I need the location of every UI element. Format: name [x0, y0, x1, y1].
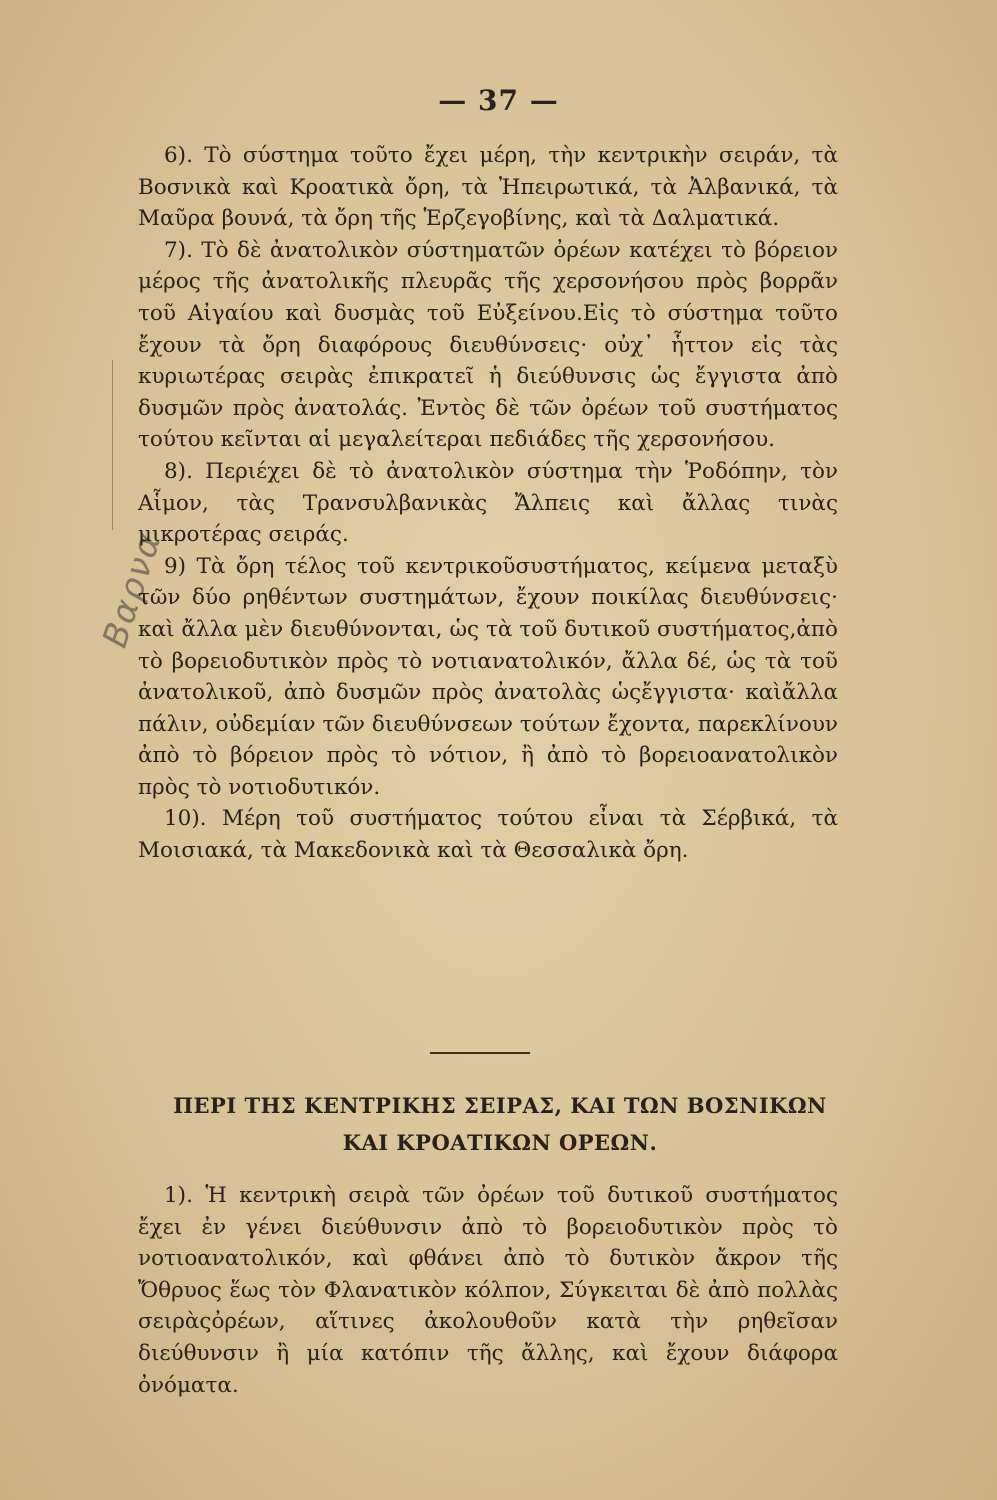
paragraph-10: 10). Μέρη τοῦ συστήματος τούτου εἶναι τὰ Σέρβικά, τὰ Μοισιακά, τὰ Μακεδονικὰ καὶ τὰ Θεσσαλικὰ ὄρη. — [138, 806, 838, 864]
paragraph-8: 8). Περιέχει δὲ τὸ ἀνατολικὸν σύστημα τὴν Ῥοδόπην, τὸν Αἷμον, τὰς Τρανσυλβανικὰς Ἄλπεις καὶ ἄλλας τινὰς μικροτέρας σειράς. — [138, 458, 838, 548]
section-heading-line-1: ΠΕΡΙ ΤΗΣ ΚΕΝΤΡΙΚΗΣ ΣΕΙΡΑΣ, ΚΑΙ ΤΩΝ ΒΟΣΝΙΚΩΝ — [173, 1093, 827, 1118]
body-text-bottom — [138, 1180, 838, 1401]
handwritten-margin-note: Βαρνα — [95, 527, 170, 653]
paragraph-1: 1). Ἡ κεντρικὴ σειρὰ τῶν ὀρέων τοῦ δυτικοῦ συστήματος ἔχει ἐν γένει διεύθυνσιν ἀπὸ τὸ βορειοδυτικὸν πρὸς τὸ νοτιοανατολικόν, καὶ φθάνει ἀπὸ τὸ δυτικὸν ἄκρον τῆς Ὄθρυος ἕως τὸν Φλανατικὸν κόλπον, Σύγκειται δὲ ἀπὸ πολλὰς σειρὰςὀρέων, αἵτινες ἀκολουθοῦν κατὰ τὴν ρηθεῖσαν διεύθυνσιν ἢ μία κατόπιν τῆς ἄλλης, καὶ ἔχουν διάφορα ὀνόματα. — [138, 1183, 838, 1398]
paragraph-9: 9) Τὰ ὄρη τέλος τοῦ κεντρικοῦσυστήματος, κείμενα μεταξὺ τῶν δύο ρηθέντων συστημάτων, ἔχουν ποικίλας διευθύνσεις· καὶ ἄλλα μὲν διευθύνονται, ὡς τὰ τοῦ δυτικοῦ συστήματος,ἀπὸ τὸ βορειοδυτικὸν πρὸς τὸ νοτιανατολικόν, ἄλλα δέ, ὡς τὰ τοῦ ἀνατολικοῦ, ἀπὸ δυσμῶν πρὸς ἀνατολὰς ὡςἔγγιστα· καὶἄλλα πάλιν, οὐδεμίαν τῶν διευθύνσεων τούτων ἔχοντα, παρεκλίνουν ἀπὸ τὸ βόρειον πρὸς τὸ νότιον, ἢ ἀπὸ τὸ βορειοανατολικὸν πρὸς τὸ νοτιοδυτικόν. — [138, 553, 838, 800]
paragraph-6: 6). Τὸ σύστημα τοῦτο ἔχει μέρη, τὴν κεντρικὴν σειράν, τὰ Βοσνικὰ καὶ Κροατικὰ ὄρη, τὰ Ἠπειρωτικά, τὰ Ἀλβανικά, τὰ Μαῦρα βουνά, τὰ ὄρη τῆς Ἑρζεγοβίνης, καὶ τὰ Δαλματικά. — [138, 143, 838, 232]
section-divider — [430, 1052, 530, 1054]
paragraph-7: 7). Τὸ δὲ ἀνατολικὸν σύστηματῶν ὀρέων κατέχει τὸ βόρειον μέρος τῆς ἀνατολικῆς πλευρᾶς τῆς χερσονήσου πρὸς βορρᾶν τοῦ Αἰγαίου καὶ δυσμὰς τοῦ Εὐξείνου.Εἰς τὸ σύστημα τοῦτο ἔχουν τὰ ὄρη διαφόρους διευθύνσεις· οὐχ᾽ ἧττον εἰς τὰς κυριωτέρας σειρὰς ἐπικρατεῖ ἡ διεύθυνσις ὡς ἔγγιστα ἀπὸ δυσμῶν πρὸς ἀνατολάς. Ἐντὸς δὲ τῶν ὀρέων τοῦ συστήματος τούτου κεῖνται αἱ μεγαλείτεραι πεδιάδες τῆς χερσονήσου. — [138, 237, 838, 453]
page-number: — 37 — — [438, 84, 559, 117]
section-heading-line-2: ΚΑΙ ΚΡΟΑΤΙΚΩΝ ΟΡΕΩΝ. — [342, 1130, 658, 1155]
margin-bracket — [112, 360, 123, 530]
body-text-top — [138, 140, 838, 867]
